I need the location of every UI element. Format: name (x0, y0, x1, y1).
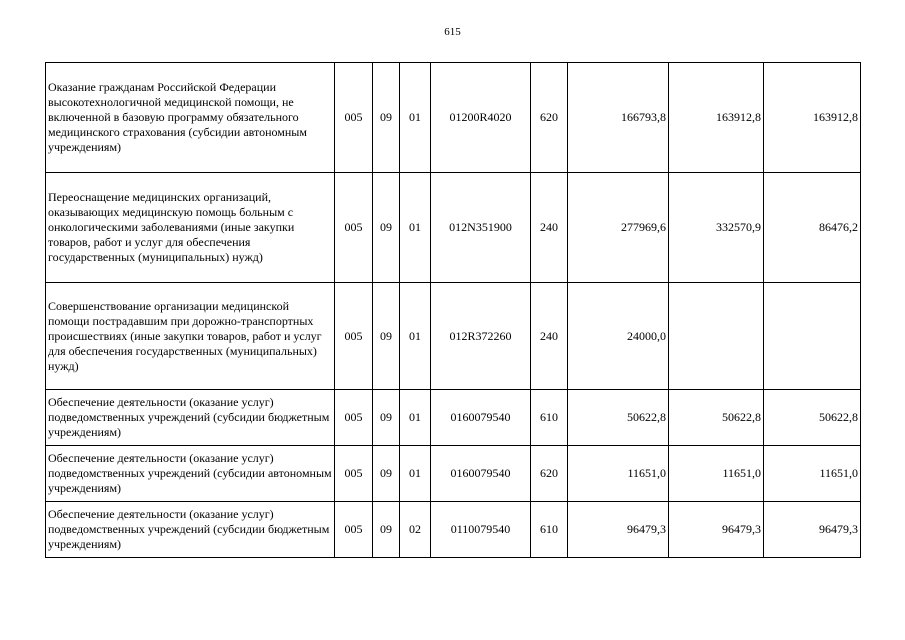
amount-year-3: 11651,0 (764, 446, 861, 502)
target-code: 012N351900 (431, 173, 531, 283)
target-code: 0110079540 (431, 502, 531, 558)
section-code: 09 (373, 283, 400, 390)
ministry-code: 005 (335, 446, 373, 502)
section-code: 09 (373, 173, 400, 283)
expense-type-code: 240 (531, 283, 568, 390)
amount-year-1: 166793,8 (568, 63, 669, 173)
row-description: Обеспечение деятельности (оказание услуг) подведомственных учреждений (субсидии бюджетным учреждениям) (46, 502, 335, 558)
table-row (46, 502, 861, 558)
page-number: 615 (444, 26, 461, 38)
amount-year-2: 163912,8 (669, 63, 764, 173)
table-row (46, 283, 861, 390)
target-code: 012R372260 (431, 283, 531, 390)
row-description: Обеспечение деятельности (оказание услуг) подведомственных учреждений (субсидии автономным учреждениям) (46, 446, 335, 502)
table-row (46, 446, 861, 502)
amount-year-2: 50622,8 (669, 390, 764, 446)
ministry-code: 005 (335, 63, 373, 173)
section-code: 09 (373, 446, 400, 502)
row-description: Оказание гражданам Российской Федерации высокотехнологичной медицинской помощи, не включенной в базовую программу обязательного медицинского страхования (субсидии автономным учреждениям) (46, 63, 335, 173)
amount-year-2 (669, 283, 764, 390)
table-row (46, 63, 861, 173)
ministry-code: 005 (335, 390, 373, 446)
row-description: Совершенствование организации медицинской помощи пострадавшим при дорожно-транспортных происшествиях (иные закупки товаров, работ и услуг для обеспечения государственных (муниципальных) нужд) (46, 283, 335, 390)
amount-year-1: 96479,3 (568, 502, 669, 558)
expense-type-code: 620 (531, 446, 568, 502)
budget-table (45, 62, 861, 558)
table-row (46, 390, 861, 446)
target-code: 01200R4020 (431, 63, 531, 173)
section-code: 09 (373, 502, 400, 558)
row-description: Обеспечение деятельности (оказание услуг) подведомственных учреждений (субсидии бюджетным учреждениям) (46, 390, 335, 446)
section-code: 09 (373, 63, 400, 173)
amount-year-2: 96479,3 (669, 502, 764, 558)
amount-year-3 (764, 283, 861, 390)
amount-year-3: 96479,3 (764, 502, 861, 558)
ministry-code: 005 (335, 502, 373, 558)
expense-type-code: 610 (531, 502, 568, 558)
subsection-code: 01 (400, 63, 431, 173)
amount-year-2: 332570,9 (669, 173, 764, 283)
table-row (46, 173, 861, 283)
amount-year-3: 86476,2 (764, 173, 861, 283)
amount-year-3: 163912,8 (764, 63, 861, 173)
subsection-code: 02 (400, 502, 431, 558)
subsection-code: 01 (400, 390, 431, 446)
amount-year-1: 24000,0 (568, 283, 669, 390)
section-code: 09 (373, 390, 400, 446)
ministry-code: 005 (335, 283, 373, 390)
amount-year-1: 277969,6 (568, 173, 669, 283)
target-code: 0160079540 (431, 446, 531, 502)
amount-year-2: 11651,0 (669, 446, 764, 502)
amount-year-3: 50622,8 (764, 390, 861, 446)
expense-type-code: 620 (531, 63, 568, 173)
subsection-code: 01 (400, 173, 431, 283)
ministry-code: 005 (335, 173, 373, 283)
subsection-code: 01 (400, 283, 431, 390)
expense-type-code: 240 (531, 173, 568, 283)
row-description: Переоснащение медицинских организаций, оказывающих медицинскую помощь больным с онкологическими заболеваниями (иные закупки товаров, работ и услуг для обеспечения государственных (муниципальных) нужд) (46, 173, 335, 283)
expense-type-code: 610 (531, 390, 568, 446)
target-code: 0160079540 (431, 390, 531, 446)
amount-year-1: 11651,0 (568, 446, 669, 502)
subsection-code: 01 (400, 446, 431, 502)
amount-year-1: 50622,8 (568, 390, 669, 446)
